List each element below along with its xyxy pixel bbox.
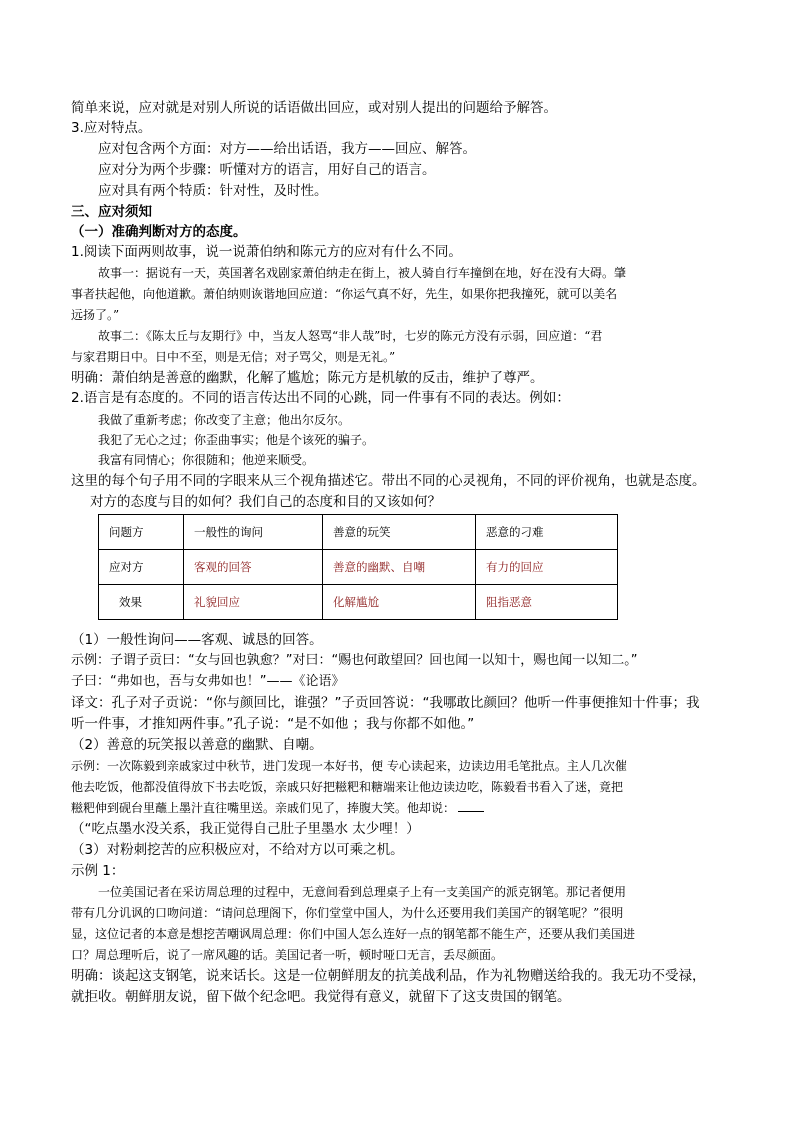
table-cell: 善意的幽默、自嘲 bbox=[323, 550, 476, 585]
story-line: 远扬了。” bbox=[71, 308, 120, 322]
answer-line: 就拒收。朝鲜朋友说，留下做个纪念吧。我觉得有意义，就留下了这支贵国的钢笔。 bbox=[71, 989, 571, 1005]
table-cell: 效果 bbox=[99, 585, 184, 620]
example-line: 示例：子谓子贡曰：“女与回也孰愈？”对曰：“赐也何敢望回？回也闻一以知十，赐也闻一以知二。” bbox=[71, 653, 638, 668]
answer-line: 明确：谈起这支钢笔，说来话长。这是一位朝鲜朋友的抗美战利品，作为礼物赠送给我的。我无功不受禄， bbox=[71, 968, 706, 984]
paragraph-line: 应对分为两个步骤：听懂对方的语言，用好自己的语言。 bbox=[98, 162, 436, 178]
table-cell: 有力的回应 bbox=[476, 550, 618, 585]
story-line: 故事二：《陈太丘与友期行》中，当友人怒骂“非人哉”时，七岁的陈元方没有示弱，回应道：“君 bbox=[98, 329, 603, 343]
translation-line: 译文：孔子对子贡说：“你与颜回比，谁强？”子贡回答说：“我哪敢比颜回？他听一件事便推知十件事；我 bbox=[71, 695, 700, 711]
table-cell: 客观的回答 bbox=[184, 550, 323, 585]
example-line: 一位美国记者在采访周总理的过程中，无意间看到总理桌子上有一支美国产的派克钢笔。那记者便用 bbox=[98, 885, 627, 899]
example-line: 带有几分讥讽的口吻问道：“请问总理阁下，你们堂堂中国人，为什么还要用我们美国产的钢笔呢？”很明 bbox=[71, 906, 624, 920]
table-cell: 阻指恶意 bbox=[476, 585, 618, 620]
table-cell: 礼貌回应 bbox=[184, 585, 323, 620]
section-heading: 3.应对特点。 bbox=[71, 120, 152, 136]
example-line: 显，这位记者的本意是想挖苦嘲讽周总理：你们中国人怎么连好一点的钢笔都不能生产，还要从我们美国进 bbox=[71, 927, 636, 941]
table-row bbox=[99, 550, 618, 585]
table-cell: 问题方 bbox=[99, 515, 184, 550]
section-heading: 三、应对须知 bbox=[71, 204, 152, 220]
translation-line: 听一件事，才推知两件事。”孔子说：“是不如他 ；我与你都不如他。” bbox=[71, 716, 475, 732]
example-line: 示例：一次陈毅到亲戚家过中秋节，进门发现一本好书，便 专心读起来，边读边用毛笔批点。主人几次催 bbox=[71, 759, 627, 773]
example-text: 糍粑伸到砚台里蘸上墨汁直往嘴里送。亲戚们见了，捧腹大笑。他却说： bbox=[71, 801, 456, 815]
story-line: 故事一：据说有一天，英国著名戏剧家萧伯纳走在街上，被人骑自行车撞倒在地，好在没有大碍。肇 bbox=[98, 266, 627, 280]
table-cell: 化解尴尬 bbox=[323, 585, 476, 620]
paragraph-line: 应对包含两个方面：对方——给出话语，我方——回应、解答。 bbox=[98, 141, 476, 157]
example-line: 他去吃饭，他都没值得放下书去吃饭，亲戚只好把糍粑和糖端来让他边读边吃，陈毅看书看入了迷，竟把 bbox=[71, 780, 624, 794]
table-cell: 善意的玩笑 bbox=[323, 515, 476, 550]
subsection-line: （3）对粉刺挖苦的应积极应对，不给对方以可乘之机。 bbox=[71, 842, 404, 858]
example-line: 我犯了无心之过；你歪曲事实；他是个该死的骗子。 bbox=[98, 433, 375, 447]
example-line bbox=[71, 799, 484, 817]
paragraph-line: 对方的态度与目的如何？我们自己的态度和目的又该如何？ bbox=[90, 494, 441, 510]
paragraph-line: 应对具有两个特质：针对性，及时性。 bbox=[98, 183, 328, 199]
example-line: 我做了重新考虑；你改变了主意；他出尔反尔。 bbox=[98, 413, 351, 427]
example-label: 示例 1： bbox=[71, 863, 125, 879]
example-line: 口？周总理听后，说了一席风趣的话。美国记者一听，顿时哑口无言，丢尽颜面。 bbox=[71, 948, 504, 962]
table-row bbox=[99, 585, 618, 620]
answer-line: 明确：萧伯纳是善意的幽默，化解了尴尬；陈元方是机敏的反击，维护了尊严。 bbox=[71, 370, 544, 386]
example-line: 子曰：“弗如也，吾与女弗如也！”——《论语》 bbox=[71, 674, 345, 689]
paragraph-line: 这里的每个句子用不同的字眼来从三个视角描述它。带出不同的心灵视角，不同的评价视角，也就是态度。 bbox=[71, 473, 706, 489]
subsection-line: （1）一般性询问——客观、诚恳的回答。 bbox=[71, 632, 323, 648]
paragraph-line: 1.阅读下面两则故事，说一说萧伯纳和陈元方的应对有什么不同。 bbox=[71, 244, 462, 260]
attitude-table bbox=[98, 514, 618, 620]
example-line: 我富有同情心；你很随和；他逆来顺受。 bbox=[98, 453, 315, 467]
answer-line: （“吃点墨水没关系，我正觉得自己肚子里墨水 太少哩！） bbox=[71, 821, 420, 837]
subsection-line: （2）善意的玩笑报以善意的幽默、自嘲。 bbox=[71, 737, 323, 753]
answer-blank bbox=[458, 799, 484, 812]
table-cell: 一般性的询问 bbox=[184, 515, 323, 550]
table-cell: 应对方 bbox=[99, 550, 184, 585]
paragraph-line: 简单来说，应对就是对别人所说的话语做出回应，或对别人提出的问题给予解答。 bbox=[71, 100, 557, 116]
story-line: 事者扶起他，向他道歉。萧伯纳则诙谐地回应道：“你运气真不好，先生，如果你把我撞死，就可以美名 bbox=[71, 287, 618, 301]
table-row bbox=[99, 515, 618, 550]
subsection-heading: （一）准确判断对方的态度。 bbox=[71, 224, 247, 240]
story-line: 与家君期日中。日中不至，则是无信；对子骂父，则是无礼。” bbox=[71, 350, 396, 364]
paragraph-line: 2.语言是有态度的。不同的语言传达出不同的心跳，同一件事有不同的表达。例如： bbox=[71, 390, 570, 406]
table-cell: 恶意的刁难 bbox=[476, 515, 618, 550]
